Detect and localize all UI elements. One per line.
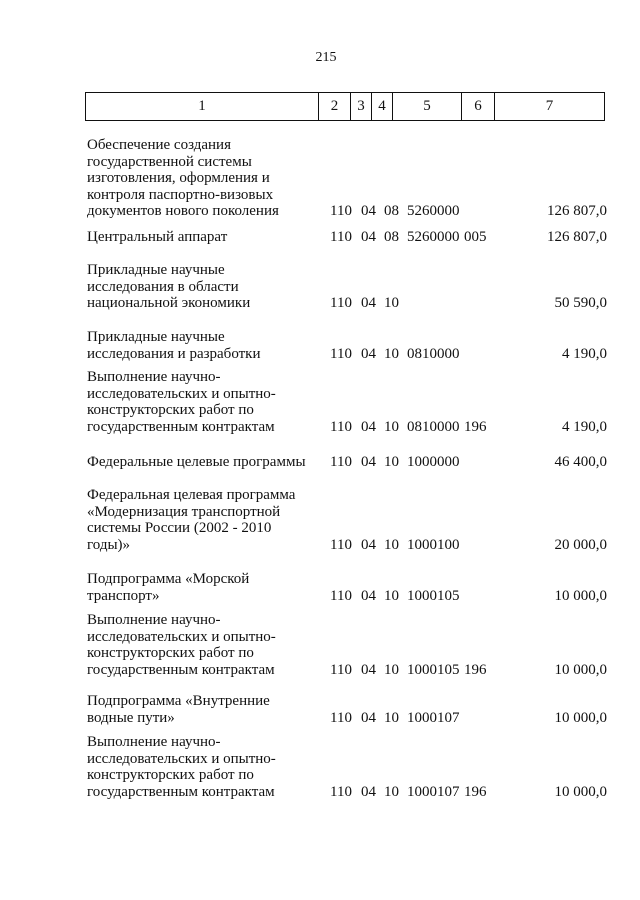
code-expense-type: 196 (464, 418, 487, 435)
code-subsection: 08 (384, 203, 399, 220)
description-line: конструкторских работ по (87, 402, 254, 419)
code-expense-type: 005 (464, 229, 487, 245)
header-col-4: 4 (372, 93, 393, 120)
description-line: изготовления, оформления и (87, 170, 270, 187)
code-subsection: 10 (384, 345, 399, 362)
description-line: Федеральные целевые программы (87, 454, 306, 470)
description-line: Федеральная целевая программа (87, 487, 296, 503)
header-col-2: 2 (319, 93, 351, 120)
amount: 20 000,0 (554, 536, 607, 553)
description-line: транспорт» (87, 587, 160, 604)
table-row (87, 571, 607, 604)
description-line: системы России (2002 - 2010 (87, 520, 272, 537)
description-line: конструкторских работ по (87, 645, 254, 662)
description-line: государственной системы (87, 153, 252, 170)
code-target-article: 1000100 (407, 536, 460, 553)
amount: 50 590,0 (554, 295, 607, 312)
row-description (87, 137, 323, 220)
code-section: 04 (361, 203, 376, 220)
description-line: государственным контрактам (87, 661, 275, 678)
code-section: 04 (361, 295, 376, 312)
code-subsection: 10 (384, 295, 399, 312)
description-line: годы)» (87, 536, 131, 553)
row-description (87, 229, 323, 246)
code-target-article: 1000000 (407, 454, 460, 470)
description-line: Выполнение научно- (87, 612, 221, 628)
header-col-6: 6 (462, 93, 495, 120)
description-line: исследовательских и опытно- (87, 750, 276, 767)
code-target-article: 1000107 (407, 783, 460, 800)
row-description (87, 454, 323, 471)
amount: 126 807,0 (547, 229, 607, 245)
description-line: Подпрограмма «Внутренние (87, 693, 270, 709)
code-subsection: 08 (384, 229, 399, 245)
amount: 10 000,0 (554, 661, 607, 678)
description-line: государственным контрактам (87, 418, 275, 435)
amount: 4 190,0 (562, 418, 607, 435)
table-row (87, 137, 607, 220)
description-line: Обеспечение создания (87, 137, 231, 153)
code-ministry: 110 (330, 203, 352, 220)
table-row (87, 262, 607, 312)
description-line: исследования и разработки (87, 345, 261, 362)
code-ministry: 110 (330, 418, 352, 435)
row-description (87, 369, 323, 435)
table-row (87, 487, 607, 553)
code-subsection: 10 (384, 418, 399, 435)
code-section: 04 (361, 229, 376, 245)
row-description (87, 487, 323, 553)
row-description (87, 612, 323, 678)
code-target-article: 5260000 (407, 229, 460, 245)
description-line: «Модернизация транспортной (87, 503, 281, 520)
description-line: Центральный аппарат (87, 229, 228, 245)
code-section: 04 (361, 783, 376, 800)
row-description (87, 571, 323, 604)
amount: 10 000,0 (554, 587, 607, 604)
header-col-7: 7 (545, 98, 554, 114)
description-line: исследовательских и опытно- (87, 628, 276, 645)
amount: 10 000,0 (554, 709, 607, 726)
description-line: Прикладные научные (87, 329, 225, 345)
code-target-article: 1000107 (407, 709, 460, 726)
amount: 4 190,0 (562, 345, 607, 362)
code-target-article: 0810000 (407, 345, 460, 362)
description-line: Выполнение научно- (87, 369, 221, 385)
table-row (87, 454, 607, 471)
row-description (87, 329, 323, 362)
code-ministry: 110 (330, 587, 352, 604)
code-target-article: 5260000 (407, 203, 460, 220)
description-line: Прикладные научные (87, 262, 225, 278)
page-number: 215 (315, 50, 337, 65)
description-line: документов нового поколения (87, 203, 279, 220)
code-section: 04 (361, 345, 376, 362)
table-row (87, 612, 607, 678)
code-ministry: 110 (330, 709, 352, 726)
code-section: 04 (361, 454, 376, 470)
code-ministry: 110 (330, 783, 352, 800)
code-ministry: 110 (330, 661, 352, 678)
description-line: исследовательских и опытно- (87, 385, 276, 402)
code-ministry: 110 (330, 229, 352, 245)
code-ministry: 110 (330, 345, 352, 362)
code-section: 04 (361, 661, 376, 678)
code-ministry: 110 (330, 295, 352, 312)
description-line: водные пути» (87, 709, 175, 726)
code-target-article: 1000105 (407, 587, 460, 604)
header-col-5: 5 (393, 93, 462, 120)
row-description (87, 693, 323, 726)
table-header (85, 92, 605, 121)
table-row (87, 693, 607, 726)
row-description (87, 734, 323, 800)
row-description (87, 262, 323, 312)
amount: 10 000,0 (554, 783, 607, 800)
code-subsection: 10 (384, 536, 399, 553)
table-row (87, 229, 607, 246)
description-line: Подпрограмма «Морской (87, 571, 250, 587)
code-section: 04 (361, 709, 376, 726)
amount: 46 400,0 (554, 454, 607, 470)
table-row (87, 329, 607, 362)
description-line: Выполнение научно- (87, 734, 221, 750)
table-row (87, 369, 607, 435)
code-target-article: 1000105 (407, 661, 460, 678)
description-line: контроля паспортно-визовых (87, 186, 274, 203)
description-line: государственным контрактам (87, 783, 275, 800)
description-line: национальной экономики (87, 295, 251, 312)
table-row (87, 734, 607, 800)
header-col-3: 3 (351, 93, 372, 120)
code-subsection: 10 (384, 783, 399, 800)
code-subsection: 10 (384, 587, 399, 604)
description-line: конструкторских работ по (87, 767, 254, 784)
header-col-1: 1 (86, 93, 319, 120)
code-ministry: 110 (330, 536, 352, 553)
code-section: 04 (361, 418, 376, 435)
code-target-article: 0810000 (407, 418, 460, 435)
code-expense-type: 196 (464, 661, 487, 678)
description-line: исследования в области (87, 278, 239, 295)
code-section: 04 (361, 536, 376, 553)
code-section: 04 (361, 587, 376, 604)
code-ministry: 110 (330, 454, 352, 470)
code-subsection: 10 (384, 661, 399, 678)
code-expense-type: 196 (464, 783, 487, 800)
code-subsection: 10 (384, 709, 399, 726)
amount: 126 807,0 (547, 203, 607, 220)
code-subsection: 10 (384, 454, 399, 470)
